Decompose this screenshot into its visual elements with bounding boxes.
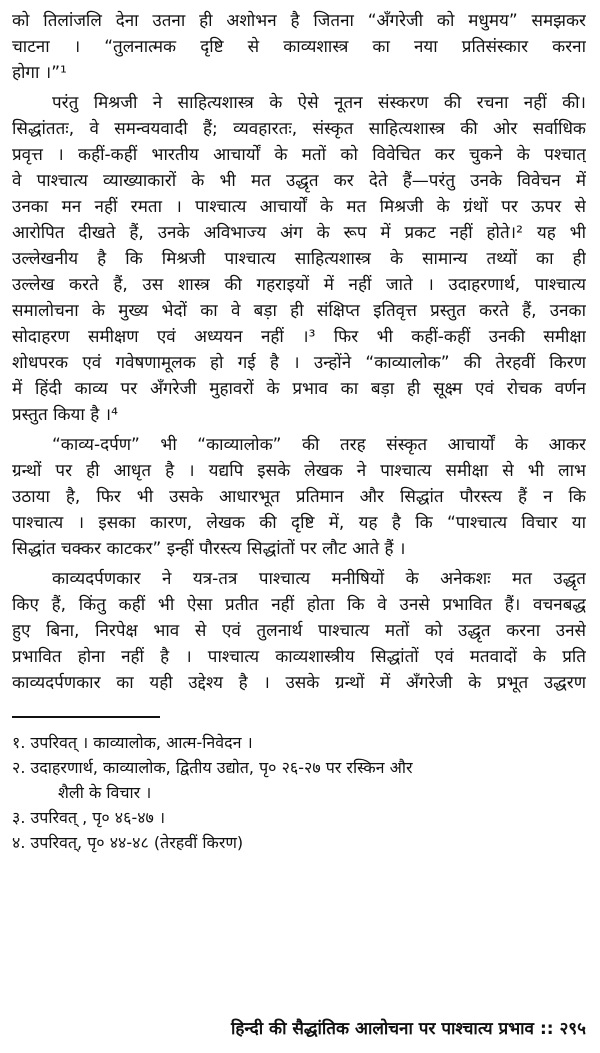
text-line: उल्लेखनीय है कि मिश्रजी पाश्चात्य साहित्यशास्त्र के सामान्य तथ्यों का ही [12, 249, 586, 269]
running-title: हिन्दी की सैद्धांतिक आलोचना पर पाश्चात्य प्रभाव [231, 1019, 535, 1039]
text-line: उनका मन नहीं रमता । पाश्चात्य आचार्यों के मत मिश्रजी के ग्रंथों पर ऊपर से [12, 197, 586, 217]
text-line: में हिंदी काव्य पर अँगरेजी मुहावरों के प्रभाव का बड़ा ही सूक्ष्म एवं रोचक वर्णन [12, 379, 586, 399]
text-line: पाश्चात्य । इसका कारण, लेखक की दृष्टि में, यह है कि “पाश्चात्य विचार या [12, 513, 586, 533]
paragraph [12, 432, 586, 562]
text-line: को तिलांजलि देना उतना ही अशोभन है जितना “अँगरेजी को मधुमय” समझकर [12, 11, 586, 31]
footnote-divider [12, 716, 160, 718]
text-line: काव्यदर्पणकार का यही उद्देश्य है । उसके ग्रन्थों में अँगरेजी के प्रभूत उद्धरण [12, 673, 586, 693]
page-number: २९५ [559, 1019, 586, 1039]
text-line: सिद्धांततः, वे समन्वयवादी हैं; व्यवहारतः, संस्कृत साहित्यशास्त्र की ओर सर्वाधिक [12, 119, 586, 139]
text-line: हुए बिना, निरपेक्ष भाव से एवं तुलनार्थ पाश्चात्य मतों को उद्धृत करना उनसे [12, 621, 586, 641]
footnote: ४. उपरिवत्, पृ० ४४-४८ (तेरहवीं किरण) [12, 833, 244, 852]
text-line: “काव्य-दर्पण” भी “काव्यालोक” की तरह संस्कृत आचार्यों के आकर [52, 435, 586, 455]
footnote: १. उपरिवत् । काव्यालोक, आत्म-निवेदन । [12, 733, 253, 752]
footnotes [12, 730, 586, 855]
text-line: ग्रन्थों पर ही आधृत है । यद्यपि इसके लेखक ने पाश्चात्य समीक्षा से भी लाभ [12, 461, 586, 481]
text-line: प्रस्तुत किया है ।⁴ [12, 405, 118, 425]
text-line: वे पाश्चात्य व्याख्याकारों के भी मत उद्धृत कर देते हैं—परंतु उनके विवेचन में [12, 171, 586, 191]
text-line: शोधपरक एवं गवेषणामूलक हो गई है । उन्होंने “काव्यालोक” की तेरहवीं किरण [12, 353, 586, 373]
footnote: २. उदाहरणार्थ, काव्यालोक, द्वितीय उद्योत, पृ० २६-२७ पर रस्किन और [12, 758, 413, 777]
text-line: उल्लेख करते हैं, उस शास्त्र की गहराइयों में नहीं जाते । उदाहरणार्थ, पाश्चात्य [12, 275, 586, 295]
text-line: समालोचना के मुख्य भेदों का वे बड़ा ही संक्षिप्त इतिवृत्त प्रस्तुत करते हैं, उनका [12, 301, 586, 321]
text-line: प्रभावित होना नहीं है । पाश्चात्य काव्यशास्त्रीय सिद्धांतों एवं मतवादों के प्रति [12, 647, 586, 667]
text-line: प्रवृत्त । कहीं-कहीं भारतीय आचार्यों के मतों को विवेचित कर चुकने के पश्चात् [12, 145, 586, 165]
footnote: ३. उपरिवत् , पृ० ४६-४७ । [12, 808, 166, 827]
text-line: सिद्धांत चक्कर काटकर” इन्हीं पौरस्त्य सिद्धांतों पर लौट आते हैं । [12, 539, 406, 559]
paragraph [12, 90, 586, 428]
paragraph [12, 566, 586, 696]
text-line: उठाया है, फिर भी उसके आधारभूत प्रतिमान और सिद्धांत पौरस्त्य हैं न कि [12, 487, 586, 507]
footer-separator: :: [539, 1019, 554, 1039]
text-line: सोदाहरण समीक्षण एवं अध्ययन नहीं ।³ फिर भी कहीं-कहीं उनकी समीक्षा [12, 327, 586, 347]
text-line: किए हैं, किंतु कहीं भी ऐसा प्रतीत नहीं होता कि वे उनसे प्रभावित हैं। वचनबद्ध [12, 595, 586, 615]
paragraph [12, 8, 586, 86]
text-line: होगा ।”¹ [12, 63, 67, 83]
text-line: चाटना । “तुलनात्मक दृष्टि से काव्यशास्त्र का नया प्रतिसंस्कार करना [12, 37, 586, 57]
running-footer [231, 1016, 586, 1039]
footnote-continuation: शैली के विचार । [58, 783, 152, 802]
text-line: आरोपित दीखते हैं, उनके अविभाज्य अंग के रूप में प्रकट नहीं होते।² यह भी [12, 223, 586, 243]
text-line: परंतु मिश्रजी ने साहित्यशास्त्र के ऐसे नूतन संस्करण की रचना नहीं की। [52, 93, 586, 113]
text-line: काव्यदर्पणकार ने यत्र-तत्र पाश्चात्य मनीषियों के अनेकशः मत उद्धृत [52, 569, 586, 589]
